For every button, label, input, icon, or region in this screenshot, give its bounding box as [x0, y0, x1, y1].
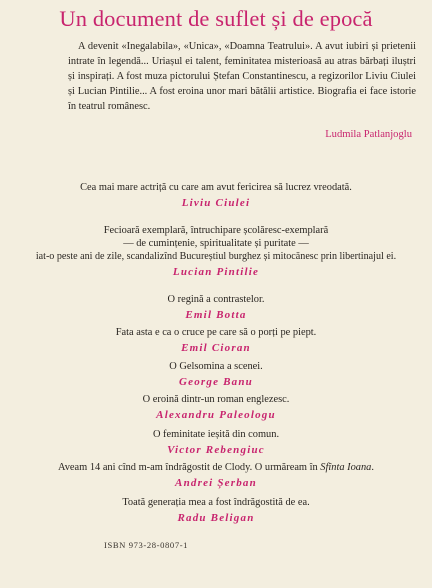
quote-author: Emil Cioran [181, 342, 251, 354]
quote-text: — de cumințenie, spiritualitate și puritate — [123, 238, 309, 249]
quote-text: O eroină dintr-un roman englezesc. [142, 394, 290, 405]
page-title: Un document de suflet și de epocă [59, 6, 373, 31]
quote-author: Liviu Ciulei [181, 197, 251, 209]
quote-block [0, 496, 432, 525]
quote-text: O regină a contrastelor. [167, 294, 265, 305]
quote-block [0, 393, 432, 422]
quote-text: Fata asta e ca o cruce pe care să o porți pe piept. [115, 327, 317, 338]
isbn: ISBN 973-28-0807-1 [104, 540, 189, 550]
quote-author: Emil Botta [185, 309, 247, 321]
quote-text: Fecioară exemplară, întruchipare școlăresc-exemplară [103, 225, 329, 236]
quote-author: Andrei Șerban [175, 477, 257, 489]
quote-text: Cea mai mare actriță cu care am avut fericirea să lucrez vreodată. [80, 182, 352, 193]
quote-author: George Banu [178, 376, 253, 388]
quote-block [0, 461, 432, 490]
quote-author: Alexandru Paleologu [156, 409, 276, 421]
quote-text: . [371, 462, 374, 473]
quote-block [0, 224, 432, 279]
quote-text: O Gelsomina a scenei. [169, 361, 263, 372]
intro-author: Ludmila Patlanjoglu [325, 129, 412, 140]
quote-text: Toată generația mea a fost îndrăgostită de ea. [122, 497, 310, 508]
quote-text: O feminitate ieșită din comun. [152, 429, 280, 440]
quote-text: iat-o peste ani de zile, scandalizînd Bucureștiul burghez și mitocănesc prin libertinajul ei. [35, 251, 397, 262]
quote-italic-title: Sfînta Ioana [320, 462, 372, 473]
quote-block [0, 293, 432, 322]
intro-paragraph: A devenit «Inegalabila», «Unica», «Doamna Teatrului». A avut iubiri și prietenii intrate în legendă... Uriașul ei talent, feminitatea misterioasă au atras bărbați iluștri și inspirați. A fost muza pictorului Ștefan Constantinescu, a regizorilor Liviu Ciulei și Lucian Pintilie... A fost eroina unor mari bătălii artistice. Biografia ei face istorie în teatrul românesc. [68, 41, 416, 112]
quote-text: Aveam 14 ani cînd m-am îndrăgostit de Clody. O urmăream în [58, 462, 321, 473]
quote-block [0, 428, 432, 457]
quote-author: Radu Beligan [177, 512, 255, 524]
quote-block [0, 360, 432, 389]
quote-block [0, 181, 432, 210]
quote-author: Victor Rebengiuc [167, 444, 265, 456]
quote-author: Lucian Pintilie [172, 266, 260, 278]
quote-block [0, 326, 432, 355]
